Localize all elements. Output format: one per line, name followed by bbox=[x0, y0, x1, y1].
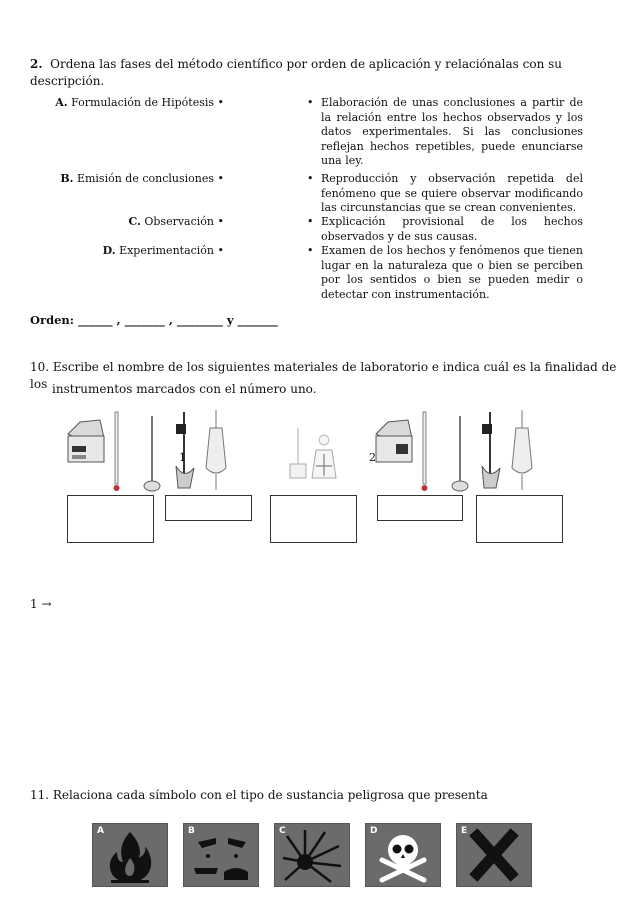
description-3[interactable] bbox=[307, 215, 583, 244]
order-label: Orden: bbox=[30, 313, 75, 327]
phase-label: Experimentación • bbox=[119, 244, 224, 257]
q10-answer-prefix: 1 → bbox=[30, 597, 52, 611]
flask-icon bbox=[290, 428, 336, 478]
phase-a[interactable] bbox=[54, 96, 224, 109]
symbol-letter: B bbox=[188, 826, 195, 836]
bullet-icon: • bbox=[307, 244, 314, 257]
flame-icon bbox=[93, 824, 167, 886]
explosive-icon bbox=[275, 824, 349, 886]
description-1[interactable] bbox=[307, 96, 583, 169]
q2-prompt bbox=[30, 56, 620, 90]
separatory-funnel-icon-2 bbox=[512, 410, 532, 490]
phase-letter: A. bbox=[55, 96, 68, 109]
marker-1: 1 bbox=[179, 451, 186, 464]
phase-label: Emisión de conclusiones • bbox=[76, 172, 224, 185]
answer-box-5[interactable] bbox=[476, 495, 563, 543]
lab-stand-icon-2 bbox=[482, 412, 500, 488]
separatory-funnel-icon bbox=[206, 410, 226, 490]
order-blanks[interactable]: ______ , _______ , ________ y _______ bbox=[78, 313, 278, 327]
phase-letter: B. bbox=[60, 172, 74, 185]
description-4[interactable] bbox=[307, 244, 583, 302]
hazard-symbol-e[interactable] bbox=[456, 823, 532, 887]
q10-prompt-line1: 10. Escribe el nombre de los siguientes materiales de laboratorio e indica cuál es la finalidad de los bbox=[30, 360, 617, 391]
corrosive-icon bbox=[184, 824, 258, 886]
description-text: Elaboración de unas conclusiones a partir de la relación entre los hechos observados y los datos experimentales. Si las conclusiones reflejan hechos repetibles, puede enunciarse una ley. bbox=[321, 96, 583, 167]
bullet-icon: • bbox=[307, 172, 314, 185]
harmful-cross-icon bbox=[457, 824, 531, 886]
balance-icon bbox=[68, 420, 104, 462]
stirring-rod-icon-2 bbox=[452, 416, 468, 491]
phase-letter: C. bbox=[128, 215, 141, 228]
phase-label: Observación • bbox=[144, 215, 224, 228]
lab-equipment-illustration bbox=[60, 408, 620, 500]
phase-d[interactable] bbox=[54, 244, 224, 257]
phase-letter: D. bbox=[102, 244, 116, 257]
description-text: Explicación provisional de los hechos observados y de sus causas. bbox=[321, 215, 583, 243]
description-2[interactable] bbox=[307, 172, 583, 216]
thermometer-icon-2 bbox=[422, 412, 428, 491]
description-text: Reproducción y observación repetida del fenómeno que se quiere observar modificando las circunstancias que se crean convenientes. bbox=[321, 172, 583, 214]
hazard-symbol-a[interactable] bbox=[92, 823, 168, 887]
thermometer-icon bbox=[114, 412, 120, 491]
answer-box-2[interactable] bbox=[165, 495, 252, 521]
lab-stand-icon bbox=[176, 412, 194, 488]
bullet-icon: • bbox=[307, 96, 314, 109]
symbol-letter: C bbox=[279, 826, 286, 836]
q11-prompt: 11. Relaciona cada símbolo con el tipo de sustancia peligrosa que presenta bbox=[30, 788, 488, 802]
balance-icon-2 bbox=[376, 420, 412, 462]
hazard-symbol-c[interactable] bbox=[274, 823, 350, 887]
bullet-icon: • bbox=[307, 215, 314, 228]
hazard-symbol-b[interactable] bbox=[183, 823, 259, 887]
q2-descriptions bbox=[307, 96, 583, 311]
answer-box-3[interactable] bbox=[270, 495, 357, 543]
q10-prompt-line2: instrumentos marcados con el número uno. bbox=[52, 382, 317, 396]
answer-box-1[interactable] bbox=[67, 495, 154, 543]
marker-2: 2 bbox=[369, 451, 376, 464]
hazard-symbol-d[interactable] bbox=[365, 823, 441, 887]
phase-label: Formulación de Hipótesis • bbox=[71, 96, 224, 109]
q2-order-line bbox=[30, 313, 278, 327]
q2-prompt-text: Ordena las fases del método científico por orden de aplicación y relaciónalas con su descripción. bbox=[30, 57, 562, 88]
symbol-letter: D bbox=[370, 826, 378, 836]
phase-b[interactable] bbox=[54, 172, 224, 185]
description-text: Examen de los hechos y fenómenos que tienen lugar en la naturaleza que o bien se perciben por los sentidos o bien se pueden medir o detectar con instrumentación. bbox=[321, 244, 583, 301]
q2-number: 2. bbox=[30, 57, 43, 71]
answer-box-4[interactable] bbox=[377, 495, 463, 521]
symbol-letter: E bbox=[461, 826, 468, 836]
stirring-rod-icon bbox=[144, 416, 160, 491]
symbol-letter: A bbox=[97, 826, 104, 836]
q2-phases bbox=[52, 96, 224, 256]
phase-c[interactable] bbox=[54, 215, 224, 228]
